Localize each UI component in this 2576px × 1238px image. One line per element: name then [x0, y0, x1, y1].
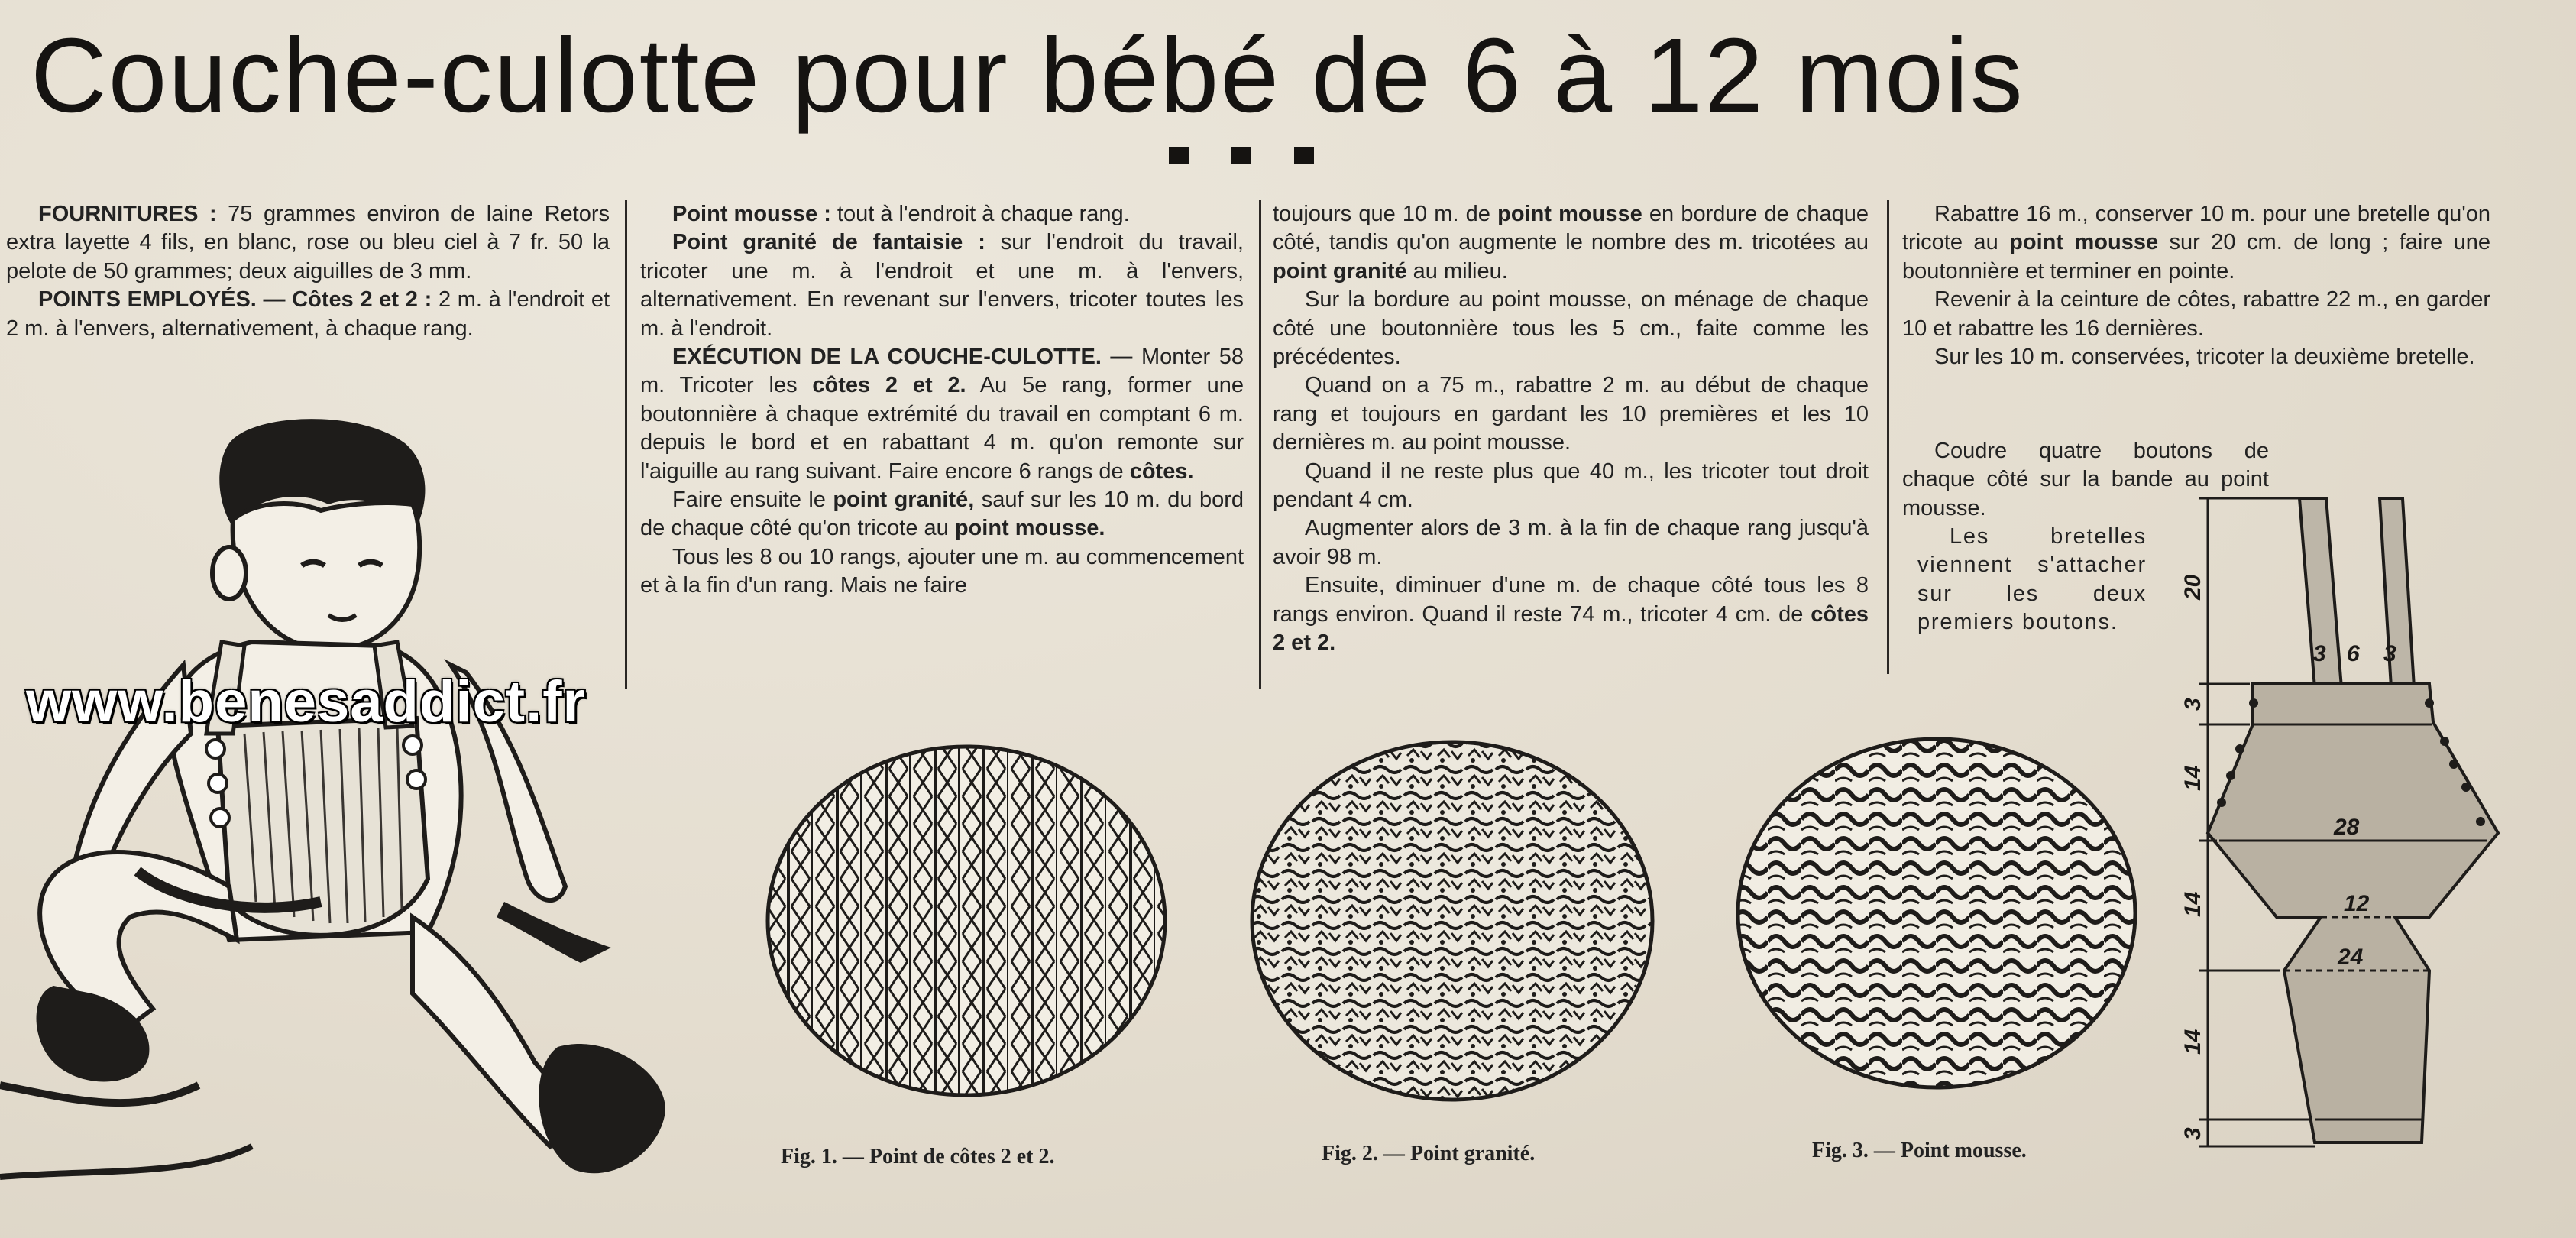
- column-rule: [1259, 200, 1261, 689]
- body-paragraph: Rabattre 16 m., conserver 10 m. pour une bretelle qu'on tricote au point mousse sur 20 cm. de long ; faire une boutonnière et terminer en pointe.: [1902, 202, 2491, 284]
- dim-label: 3: [2313, 641, 2326, 666]
- column-4-end: [1917, 523, 2147, 637]
- granite-stitch-paragraph: Point granité de fantaisie : sur l'endroit du travail, tricoter une m. à l'endroit et une m. à l'envers, alternativement. En revenant sur l'envers, tricoter toutes les m. à l'endroit.: [640, 230, 1244, 341]
- watermark: www.benesaddict.fr: [26, 669, 587, 734]
- dim-label: 24: [2338, 945, 2364, 970]
- body-paragraph: toujours que 10 m. de point mousse en bordure de chaque côté, tandis qu'on augmente le nombre des m. tricotées au point granité au milieu.: [1273, 202, 1869, 284]
- body-paragraph: Quand on a 75 m., rabattre 2 m. au début de chaque rang et toujours en gardant les 10 premières et les 10 dernières m. au point mousse.: [1273, 373, 1869, 455]
- dim-label: 14: [2180, 1029, 2205, 1055]
- dim-label: 14: [2180, 891, 2205, 917]
- body-paragraph: Coudre quatre boutons de chaque côté sur la bande au point mousse.: [1902, 439, 2269, 520]
- body-paragraph: Revenir à la ceinture de côtes, rabattre 22 m., en garder 10 et rabattre les 16 dernières.: [1902, 287, 2490, 341]
- page-title: Couche-culotte pour bébé de 6 à 12 mois: [31, 17, 2024, 134]
- column-1: [6, 200, 610, 343]
- column-rule: [1887, 200, 1889, 674]
- dim-label: 6: [2347, 641, 2360, 666]
- dim-label: 28: [2334, 815, 2360, 840]
- fig1-caption: Fig. 1. — Point de côtes 2 et 2.: [781, 1145, 1055, 1168]
- execution-paragraph: EXÉCUTION DE LA COUCHE-CULOTTE. — Monter 58 m. Tricoter les côtes 2 et 2. Au 5e rang, former une boutonnière à chaque extrémité du travail en comptant 6 m. depuis le bord et en rabattant 4 m. qu'on remonte sur l'aiguille au rang suivant. Faire encore 6 rangs de côtes.: [640, 345, 1244, 484]
- dim-label: 3: [2180, 1127, 2205, 1140]
- body-paragraph: Augmenter alors de 3 m. à la fin de chaque rang jusqu'à avoir 98 m.: [1273, 516, 1869, 569]
- stitches-paragraph: POINTS EMPLOYÉS. — Côtes 2 et 2 : 2 m. à l'endroit et 2 m. à l'envers, alternativement, à chaque rang.: [6, 287, 610, 341]
- title-ornament: [1169, 147, 1314, 164]
- body-paragraph: Quand il ne reste plus que 40 m., les tricoter tout droit pendant 4 cm.: [1273, 459, 1869, 513]
- baby-illustration: [0, 413, 688, 1223]
- body-paragraph: Tous les 8 ou 10 rangs, ajouter une m. au commencement et à la fin d'un rang. Mais ne faire: [640, 544, 1244, 598]
- dim-label: 20: [2180, 574, 2205, 600]
- body-paragraph: Sur la bordure au point mousse, on ménage de chaque côté une boutonnière tous les 5 cm., faite comme les précédentes.: [1273, 287, 1869, 370]
- fig1-rib-stitch-swatch: [764, 741, 1169, 1100]
- body-paragraph: Sur les 10 m. conservées, tricoter la deuxième bretelle.: [1934, 345, 2475, 370]
- fig2-caption: Fig. 2. — Point granité.: [1322, 1142, 1536, 1165]
- pattern-schematic: [2177, 481, 2529, 1169]
- dim-label: 3: [2180, 698, 2205, 711]
- dim-label: 12: [2344, 891, 2370, 916]
- dim-label: 14: [2180, 765, 2205, 791]
- garter-stitch-paragraph: Point mousse : tout à l'endroit à chaque rang.: [672, 202, 1130, 226]
- dim-label: 3: [2383, 641, 2396, 666]
- body-paragraph: Faire ensuite le point granité, sauf sur les 10 m. du bord de chaque côté qu'on tricote au point mousse.: [640, 488, 1244, 541]
- fig3-garter-stitch-swatch: [1734, 734, 2139, 1093]
- body-paragraph: Les bretelles viennent s'attacher sur les deux premiers boutons.: [1917, 524, 2147, 635]
- fig3-caption: Fig. 3. — Point mousse.: [1812, 1139, 2027, 1162]
- column-2: [640, 200, 1244, 601]
- fig2-granite-stitch-swatch: [1250, 737, 1655, 1104]
- supplies-paragraph: FOURNITURES : 75 grammes environ de laine Retors extra layette 4 fils, en blanc, rose ou bleu ciel à 7 fr. 50 la pelote de 50 grammes; deux aiguilles de 3 mm.: [6, 202, 610, 284]
- column-3: [1273, 200, 1869, 658]
- body-paragraph: Ensuite, diminuer d'une m. de chaque côté tous les 8 rangs environ. Quand il reste 74 m., tricoter 4 cm. de côtes 2 et 2.: [1273, 573, 1869, 656]
- column-4: [1902, 200, 2490, 371]
